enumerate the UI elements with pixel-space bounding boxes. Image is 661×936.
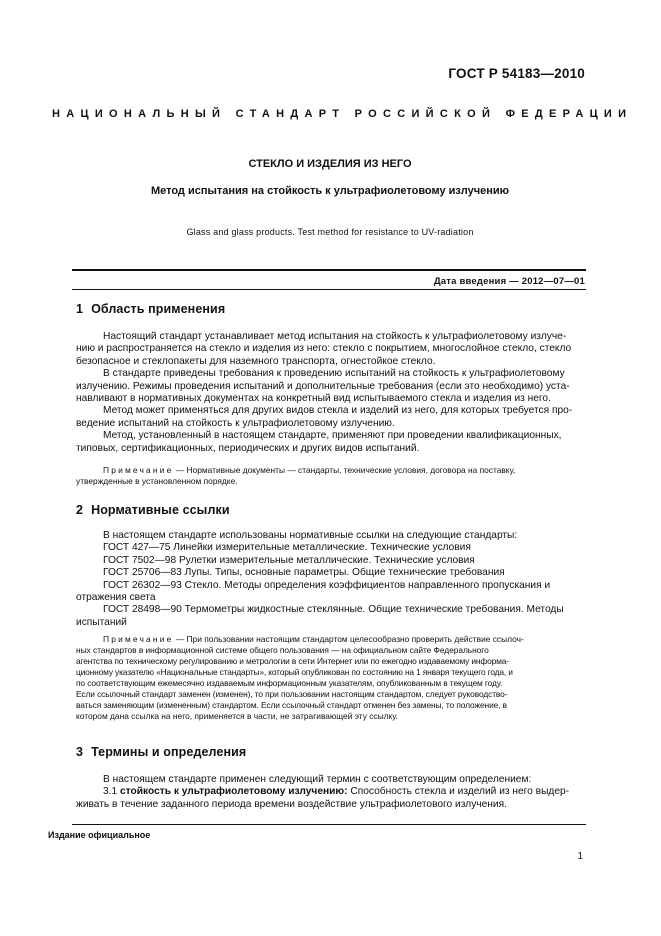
s3-term-number: 3.1	[103, 786, 118, 798]
s2-note-line-1: ных стандартов в информационной системе общего пользования — на официальном сайте Федерального	[76, 645, 489, 655]
s1-note-line-0: — Нормативные документы — стандарты, технические условия, договора на поставку,	[175, 465, 516, 475]
section-3-title: Термины и определения	[91, 745, 247, 759]
s1-line-e: излучению. Режимы проведения испытаний и дополнительные требования (если это необходимо) уста-	[76, 380, 570, 392]
introduction-date: Дата введения — 2012—07—01	[433, 276, 585, 287]
section-1-text	[76, 331, 586, 455]
section-2-title: Нормативные ссылки	[91, 503, 230, 517]
s1-line-b: нию и распространяется на стекло и изделия из него: стекло с покрытием, многослойное стекло, стекло	[76, 343, 572, 355]
english-title: Glass and glass products. Test method for resistance to UV-radiation	[186, 227, 474, 237]
s2-ref-4: отражения света	[76, 592, 156, 604]
s3-intro: В настоящем стандарте применен следующий термин с соответствующим определением:	[103, 774, 532, 785]
s2-ref-2: ГОСТ 25706—83 Лупы. Типы, основные параметры. Общие технические требования	[103, 567, 505, 579]
s1-line-a: Настоящий стандарт устанавливает метод испытания на стойкость к ультрафиолетовому излуче-	[103, 331, 567, 342]
s1-line-c: безопасное и стеклопакеты для наземного транспорта, огнестойкое стекло.	[76, 355, 436, 367]
national-standard-banner: НАЦИОНАЛЬНЫЙ СТАНДАРТ РОССИЙСКОЙ ФЕДЕРАЦИИ	[52, 108, 633, 120]
s3-term-name: стойкость к ультрафиолетовому излучению:	[120, 786, 348, 798]
s2-intro: В настоящем стандарте использованы нормативные ссылки на следующие стандарты:	[103, 530, 518, 541]
s3-term-def-2: живать в течение заданного периода времени воздействие ультрафиолетового излучения.	[76, 798, 507, 810]
s2-ref-1: ГОСТ 7502—98 Рулетки измерительные металлические. Технические условия	[103, 554, 475, 566]
official-edition: Издание официальное	[48, 830, 151, 840]
date-rule	[72, 289, 586, 290]
page-number: 1	[577, 851, 583, 862]
gost-number: ГОСТ Р 54183—2010	[448, 66, 585, 81]
section-3-text	[76, 774, 586, 811]
s2-note-line-3: ционному указателю «Национальные стандарты», который опубликован по состоянию на 1 января текущего года, и	[76, 667, 513, 677]
s3-term-def-1: Способность стекла и изделий из него выдер-	[350, 786, 570, 798]
section-2-note	[76, 634, 586, 722]
document-subtitle: Метод испытания на стойкость к ультрафиолетовому излучению	[150, 185, 510, 197]
document-title: СТЕКЛО И ИЗДЕЛИЯ ИЗ НЕГО	[248, 158, 412, 170]
section-1-heading	[76, 302, 225, 316]
s1-line-i: Метод, установленный в настоящем стандарте, применяют при проведении квалификационных,	[103, 430, 562, 442]
section-3-number: 3	[76, 745, 84, 759]
s1-note-line-1: утвержденные в установленном порядке.	[76, 476, 238, 486]
s1-note-label: Примечание	[103, 465, 174, 475]
s2-note-line-5: Если ссылочный стандарт заменен (изменен), то при пользовании настоящим стандартом, следует руководство-	[76, 689, 508, 699]
s2-ref-0: ГОСТ 427—75 Линейки измерительные металлические. Технические условия	[103, 542, 471, 554]
s1-line-j: типовых, сертификационных, периодических и других видов испытаний.	[76, 442, 420, 454]
header-rule	[72, 269, 586, 271]
section-3-heading	[76, 745, 246, 759]
section-2-text	[76, 530, 586, 629]
footer-rule	[72, 824, 586, 825]
s2-note-line-2: агентства по техническому регулированию и метрологии в сети Интернет или по ежегодно издаваемому информа-	[76, 656, 509, 666]
s2-ref-3: ГОСТ 26302—93 Стекло. Методы определения коэффициентов направленного пропускания и	[103, 579, 551, 591]
section-1-title: Область применения	[91, 302, 226, 316]
section-1-note	[76, 465, 586, 487]
s1-line-f: навливают в нормативных документах на конкретный вид испытываемого стекла и изделия из него.	[76, 393, 551, 405]
s1-line-d: В стандарте приведены требования к проведению испытаний на стойкость к ультрафиолетовому	[103, 368, 565, 380]
s2-note-line-0: — При пользовании настоящим стандартом целесообразно проверить действие ссылоч-	[175, 634, 524, 644]
section-2-number: 2	[76, 503, 84, 517]
s1-line-h: ведение испытаний на стойкость к ультрафиолетовому излучению.	[76, 417, 395, 429]
s2-note-line-4: по соответствующим ежемесячно издаваемым информационным указателям, опубликованным в текущем году.	[76, 678, 503, 688]
s3-term-line	[103, 786, 586, 798]
s2-note-label: Примечание	[103, 634, 174, 644]
section-2-heading	[76, 503, 230, 517]
s1-line-g: Метод может применяться для других видов стекла и изделий из него, для которых требуется про-	[103, 405, 573, 417]
s2-note-line-6: ваться заменяющим (измененным) стандартом. Если ссылочный стандарт отменен без замены, то положение, в	[76, 700, 508, 710]
s2-ref-5: ГОСТ 28498—90 Термометры жидкостные стеклянные. Общие технические требования. Методы	[103, 604, 564, 616]
s2-ref-6: испытаний	[76, 616, 127, 628]
section-1-number: 1	[76, 302, 84, 316]
s2-note-line-7: котором дана ссылка на него, применяется в части, не затрагивающей эту ссылку.	[76, 711, 398, 721]
